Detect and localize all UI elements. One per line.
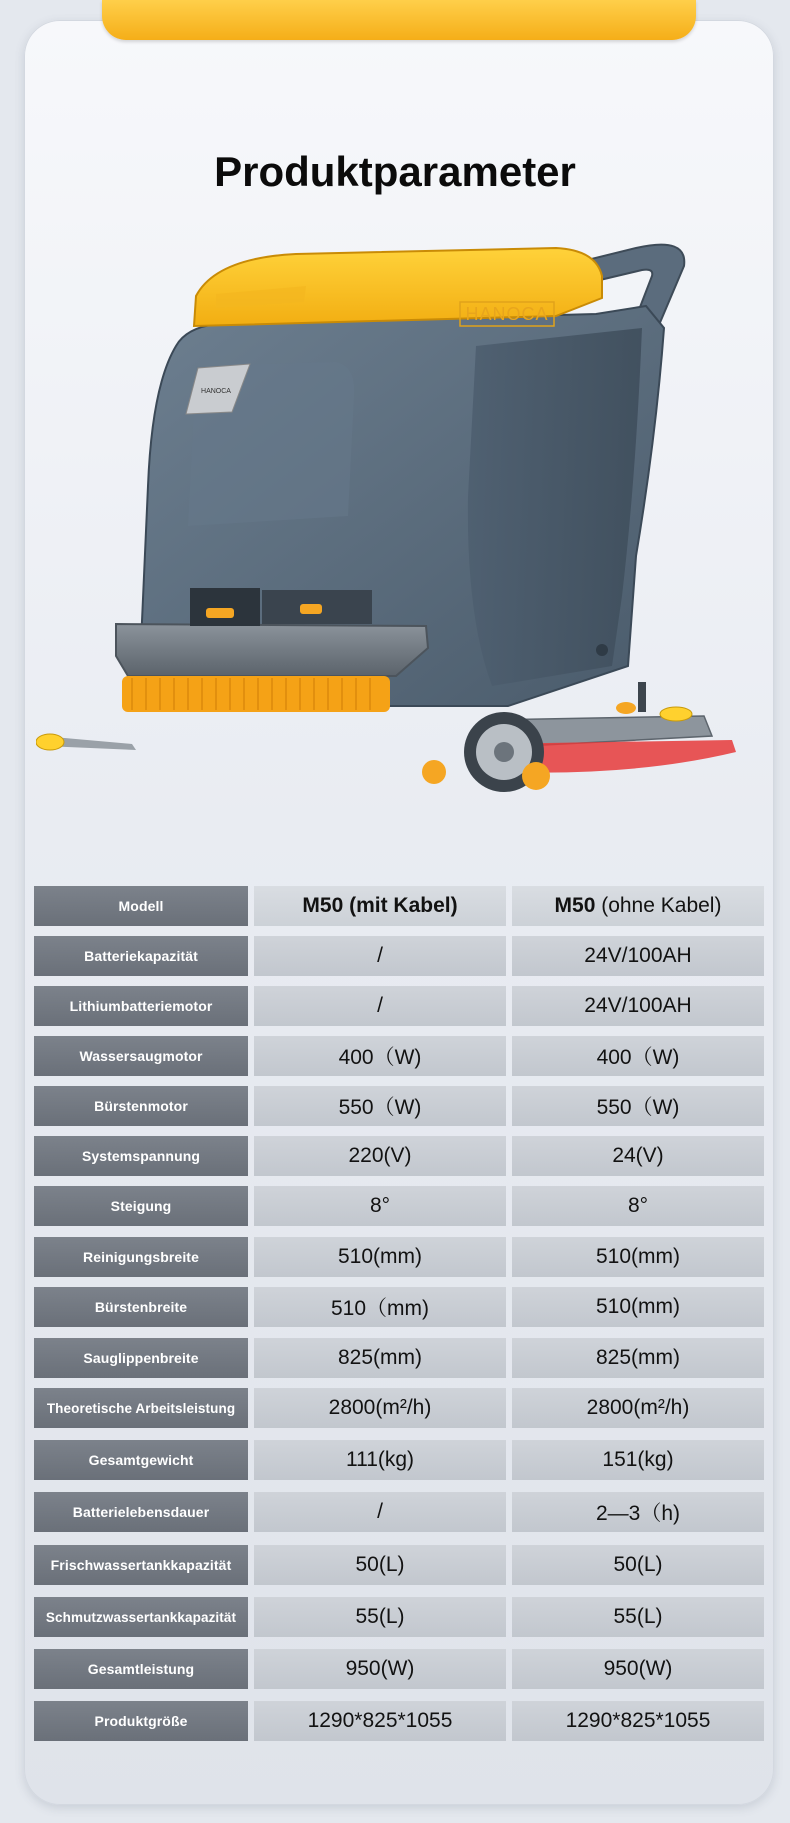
row-value-mit-kabel: 510（mm)	[254, 1287, 506, 1327]
table-row	[34, 1440, 765, 1480]
table-row	[34, 1237, 765, 1277]
row-value-mit-kabel: /	[254, 1492, 506, 1532]
row-label: Schmutzwassertankkapazität	[34, 1597, 248, 1637]
row-value-mit-kabel: /	[254, 986, 506, 1026]
row-label: Bürstenbreite	[34, 1287, 248, 1327]
table-row	[34, 1036, 765, 1076]
row-value-ohne-kabel: 24V/100AH	[512, 986, 764, 1026]
row-value-ohne-kabel: 2800(m²/h)	[512, 1388, 764, 1428]
brush-bristles	[122, 676, 390, 712]
table-row	[34, 1649, 765, 1689]
table-header-row	[34, 886, 765, 926]
row-value-ohne-kabel: 24(V)	[512, 1136, 764, 1176]
table-row	[34, 1136, 765, 1176]
header-model-variant: (ohne Kabel)	[595, 894, 722, 917]
top-banner-tab	[102, 0, 696, 40]
row-value-mit-kabel: 510(mm)	[254, 1237, 506, 1277]
header-model-cell	[512, 886, 764, 926]
row-value-mit-kabel: 825(mm)	[254, 1338, 506, 1378]
row-value-ohne-kabel: 825(mm)	[512, 1338, 764, 1378]
row-value-mit-kabel: 8°	[254, 1186, 506, 1226]
row-value-mit-kabel: 111(kg)	[254, 1440, 506, 1480]
row-value-ohne-kabel: 24V/100AH	[512, 936, 764, 976]
table-row	[34, 1701, 765, 1741]
row-value-ohne-kabel: 1290*825*1055	[512, 1701, 764, 1741]
row-value-ohne-kabel: 151(kg)	[512, 1440, 764, 1480]
row-label: Produktgröße	[34, 1701, 248, 1741]
table-row	[34, 1086, 765, 1126]
row-label: Lithiumbatteriemotor	[34, 986, 248, 1026]
row-value-mit-kabel: 55(L)	[254, 1597, 506, 1637]
page-title: Produktparameter	[214, 148, 576, 195]
row-value-mit-kabel: 950(W)	[254, 1649, 506, 1689]
row-value-ohne-kabel: 550（W)	[512, 1086, 764, 1126]
row-label: Batteriekapazität	[34, 936, 248, 976]
table-row	[34, 1338, 765, 1378]
row-value-mit-kabel: /	[254, 936, 506, 976]
row-value-ohne-kabel: 510(mm)	[512, 1287, 764, 1327]
table-row	[34, 1492, 765, 1532]
table-row	[34, 1287, 765, 1327]
row-value-ohne-kabel: 400（W)	[512, 1036, 764, 1076]
table-row	[34, 986, 765, 1026]
row-value-mit-kabel: 400（W)	[254, 1036, 506, 1076]
row-value-mit-kabel: 50(L)	[254, 1545, 506, 1585]
row-label: Sauglippenbreite	[34, 1338, 248, 1378]
row-label: Gesamtleistung	[34, 1649, 248, 1689]
row-value-ohne-kabel: 8°	[512, 1186, 764, 1226]
row-label: Gesamtgewicht	[34, 1440, 248, 1480]
row-label: Wassersaugmotor	[34, 1036, 248, 1076]
row-value-ohne-kabel: 2—3（h)	[512, 1492, 764, 1532]
table-row	[34, 1186, 765, 1226]
row-label: Reinigungsbreite	[34, 1237, 248, 1277]
table-row	[34, 1597, 765, 1637]
row-label: Steigung	[34, 1186, 248, 1226]
row-label: Frischwassertankkapazität	[34, 1545, 248, 1585]
row-label: Bürstenmotor	[34, 1086, 248, 1126]
row-value-ohne-kabel: 50(L)	[512, 1545, 764, 1585]
row-value-ohne-kabel: 55(L)	[512, 1597, 764, 1637]
row-label: Batterielebensdauer	[34, 1492, 248, 1532]
row-value-ohne-kabel: 510(mm)	[512, 1237, 764, 1277]
row-value-ohne-kabel: 950(W)	[512, 1649, 764, 1689]
row-value-mit-kabel: 220(V)	[254, 1136, 506, 1176]
row-label: Systemspannung	[34, 1136, 248, 1176]
brand-logo-text: HANOCA	[465, 304, 549, 324]
row-value-mit-kabel: 550（W)	[254, 1086, 506, 1126]
row-value-mit-kabel: 1290*825*1055	[254, 1701, 506, 1741]
row-label: Theoretische Arbeitsleistung	[34, 1388, 248, 1428]
header-label-cell: Modell	[34, 886, 248, 926]
header-model-cell: M50 (mit Kabel)	[254, 886, 506, 926]
row-value-mit-kabel: 2800(m²/h)	[254, 1388, 506, 1428]
table-row	[34, 1545, 765, 1585]
floor-scrubber-image	[36, 236, 760, 816]
side-panel	[468, 328, 642, 686]
table-row	[34, 1388, 765, 1428]
header-model-name: M50	[554, 894, 596, 917]
table-row	[34, 936, 765, 976]
brush-deck	[116, 624, 428, 676]
svg-text:HANOCA: HANOCA	[201, 388, 231, 395]
